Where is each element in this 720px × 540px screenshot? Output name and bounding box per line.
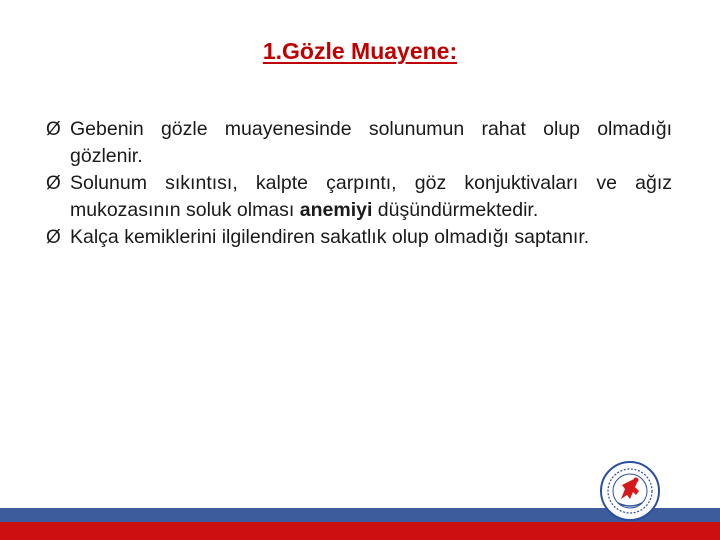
arrow-bullet-icon: Ø (46, 119, 61, 140)
bullet-item (46, 224, 672, 251)
bullet-text-part: düşündürmektedir. (372, 199, 539, 221)
bullet-item (46, 116, 672, 170)
bullet-text-part: Solunum sıkıntısı, kalpte çarpıntı, göz konjuktivaları ve ağız mukozasının soluk olması (70, 172, 672, 221)
bullet-text: Gebenin gözle muayenesinde solunumun rahat olup olmadığı gözlenir. (70, 118, 672, 167)
bullet-text: Kalça kemiklerini ilgilendiren sakatlık olup olmadığı saptanır. (70, 226, 590, 248)
footer-stripe-red (0, 522, 720, 540)
university-seal-icon (600, 461, 660, 521)
slide-title: 1.Gözle Muayene: (262, 38, 458, 64)
arrow-bullet-icon: Ø (46, 173, 61, 194)
bullet-item (46, 170, 672, 224)
bullet-list (46, 116, 672, 251)
bullet-text (70, 172, 672, 221)
arrow-bullet-icon: Ø (46, 227, 61, 248)
bold-term: anemiyi (299, 199, 373, 221)
